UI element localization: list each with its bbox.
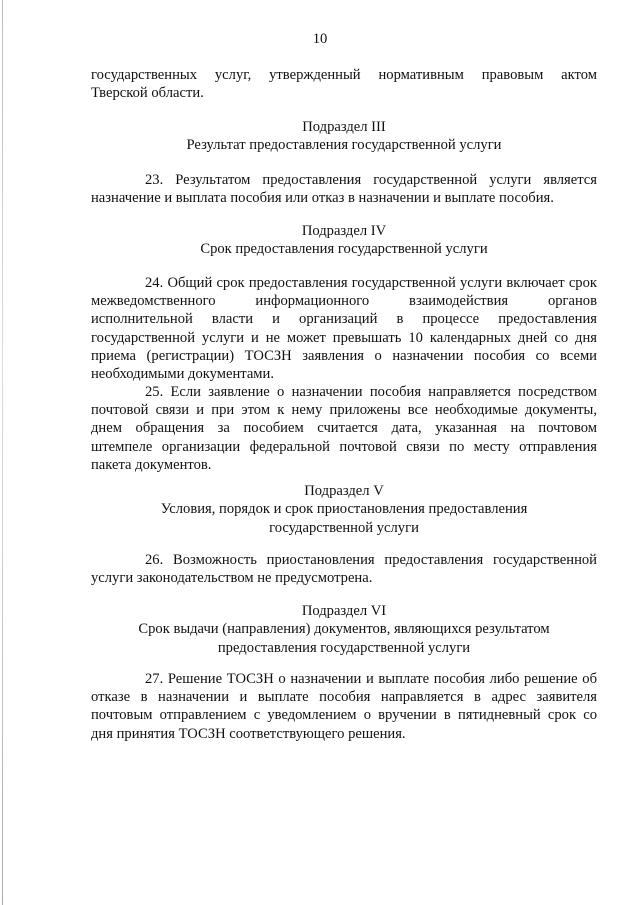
section-subtitle-line-1: Условия, порядок и срок приостановления предоставления [160, 501, 528, 518]
intro-line-2: Тверской области. [91, 85, 204, 102]
p25-line-2: почтовой связи и при этом к нему приложены все необходимые документы, [91, 402, 597, 419]
section-subtitle-line-1: Срок выдачи (направления) документов, являющихся результатом [138, 621, 550, 638]
p27-line-2: отказе в назначении и выплате пособия направляется в адрес заявителя [91, 689, 597, 706]
intro-paragraph [91, 66, 597, 102]
p23-line-2: назначение и выплата пособия или отказ в назначении и выплате пособия. [91, 190, 554, 207]
p27-line-3: почтовым отправлением с уведомлением о вручении в пятидневный срок со [91, 707, 597, 724]
p26-line-1: 26. Возможность приостановления предоставления государственной [145, 552, 597, 568]
paragraph-27 [91, 670, 597, 743]
p25-line-4: штемпеле организации федеральной почтовой связи по месту отправления [91, 438, 597, 455]
p24-line-4: государственной услуги и не может превышать 10 календарных дней со дня [91, 329, 597, 346]
p24-line-5: приема (регистрации) ТОСЗН заявления о назначении пособия со всеми [91, 347, 597, 364]
scan-edge-line [2, 0, 3, 905]
p27-line-1: 27. Решение ТОСЗН о назначении и выплате пособия либо решение об [145, 671, 597, 687]
section-heading-v [91, 482, 597, 537]
section-subtitle: Срок предоставления государственной услуги [200, 241, 488, 258]
p26-line-2: услуги законодательством не предусмотрена. [91, 570, 373, 587]
paragraph-24 [91, 274, 597, 383]
section-title: Подраздел III [302, 119, 386, 135]
paragraph-26 [91, 551, 597, 587]
section-subtitle-line-2: государственной услуги [269, 519, 419, 536]
section-heading-iv [91, 222, 597, 259]
section-subtitle: Результат предоставления государственной услуги [186, 137, 502, 154]
p24-line-6: необходимыми документами. [91, 366, 274, 383]
page-number: 10 [312, 31, 328, 47]
p23-line-1: 23. Результатом предоставления государственной услуги является [145, 172, 597, 188]
paragraph-25 [91, 383, 597, 474]
section-subtitle-line-2: предоставления государственной услуги [217, 639, 471, 656]
section-heading-vi [91, 602, 597, 657]
p25-line-5: пакета документов. [91, 456, 212, 473]
p27-line-4: дня принятия ТОСЗН соответствующего решения. [91, 725, 406, 742]
p24-line-3: исполнительной власти и организаций в процессе предоставления [91, 311, 597, 328]
intro-line-1: государственных услуг, утвержденный нормативным правовым актом [91, 67, 597, 83]
section-title: Подраздел VI [301, 603, 387, 619]
p24-line-2: межведомственного информационного взаимодействия органов [91, 293, 597, 310]
section-title: Подраздел IV [301, 223, 387, 239]
paragraph-23 [91, 171, 597, 207]
p25-line-3: днем обращения за пособием считается дата, указанная на почтовом [91, 420, 597, 437]
section-heading-iii [91, 118, 597, 155]
p24-line-1: 24. Общий срок предоставления государственной услуги включает срок [145, 275, 597, 291]
section-title: Подраздел V [304, 483, 384, 499]
p25-line-1: 25. Если заявление о назначении пособия направляется посредством [145, 384, 597, 400]
